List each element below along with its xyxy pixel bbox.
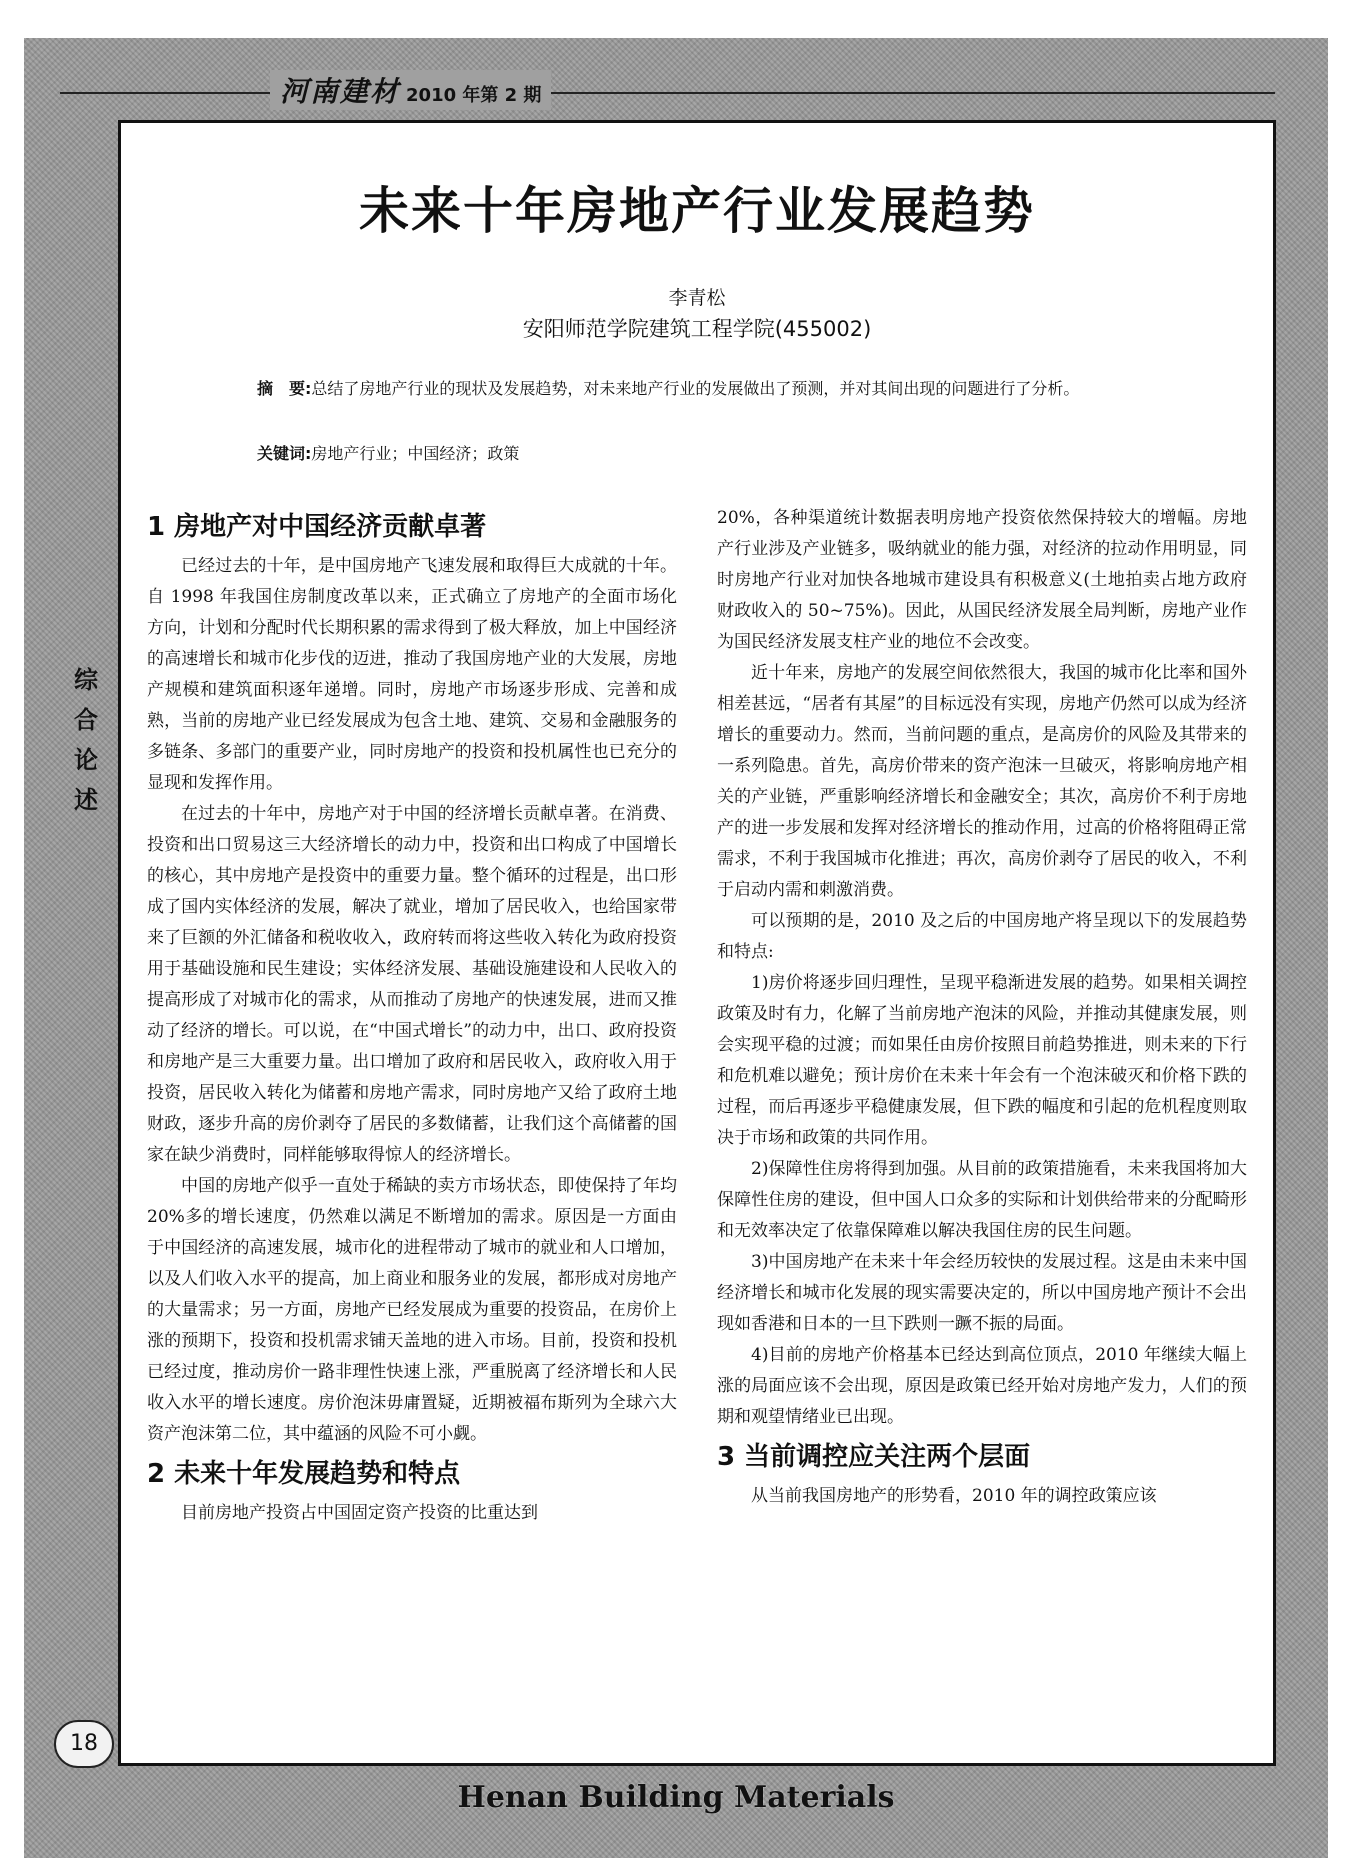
column-right [717, 503, 1247, 1512]
section-1-paragraph-1: 已经过去的十年，是中国房地产飞速发展和取得巨大成就的十年。自 1998 年我国住房制度改革以来，正式确立了房地产的全面市场化方向，计划和分配时代长期积累的需求得到了极大释放，加上中国经济的高速增长和城市化步伐的迈进，推动了我国房地产业的大发展，房地产规模和建筑面积逐年递增。同时，房地产市场逐步形成、完善和成熟，当前的房地产业已经发展成为包含土地、建筑、交易和金融服务的多链条、多部门的重要产业，同时房地产的投资和投机属性也已充分的显现和发挥作用。 [147, 556, 677, 793]
keywords-text: 房地产行业；中国经济；政策 [311, 444, 520, 463]
page-number: 18 [54, 1720, 114, 1768]
article-panel [118, 120, 1276, 1766]
abstract-text: 总结了房地产行业的现状及发展趋势，对未来地产行业的发展做出了预测，并对其间出现的问题进行了分析。 [311, 379, 1080, 398]
section-2-paragraph-2: 近十年来，房地产的发展空间依然很大，我国的城市化比率和国外相差甚远，“居者有其屋”的目标远没有实现，房地产仍然可以成为经济增长的重要动力。然而，当前问题的重点，是高房价的风险及其带来的一系列隐患。首先，高房价带来的资产泡沫一旦破灭，将影响房地产相关的产业链，严重影响经济增长和金融安全；其次，高房价不利于房地产的进一步发展和发挥对经济增长的推动作用，过高的价格将阻碍正常需求，不利于我国城市化推进；再次，高房价剥夺了居民的收入，不利于启动内需和刺激消费。 [717, 663, 1247, 900]
keywords [257, 441, 1137, 464]
section-1-paragraph-3: 中国的房地产似乎一直处于稀缺的卖方市场状态，即使保持了年均 20%多的增长速度，仍然难以满足不断增加的需求。原因是一方面由于中国经济的高速发展，城市化的进程带动了城市的就业和人口增加，以及人们收入水平的提高，加上商业和服务业的发展，都形成对房地产的大量需求；另一方面，房地产已经发展成为重要的投资品，在房价上涨的预期下，投资和投机需求铺天盖地的进入市场。目前，投资和投机已经过度，推动房价一路非理性快速上涨，严重脱离了经济增长和人民收入水平的增长速度。房价泡沫毋庸置疑，近期被福布斯列为全球六大资产泡沫第二位，其中蕴涵的风险不可小觑。 [147, 1176, 677, 1444]
issue-label: 2010 年第 2 期 [406, 85, 542, 106]
section-1-heading: 1 房地产对中国经济贡献卓著 [147, 512, 487, 542]
abstract [257, 373, 1137, 405]
running-header [60, 70, 1275, 108]
section-2-item-1: 1)房价将逐步回归理性，呈现平稳渐进发展的趋势。如果相关调控政策及时有力，化解了当前房地产泡沫的风险，并推动其健康发展，则会实现平稳的过渡；而如果任由房价按照目前趋势推进，则未来的下行和危机难以避免；预计房价在未来十年会有一个泡沫破灭和价格下跌的过程，而后再逐步平稳健康发展，但下跌的幅度和引起的危机程度则取决于市场和政策的共同作用。 [717, 973, 1247, 1148]
article-author: 李青松 [668, 287, 726, 309]
journal-english-name: Henan Building Materials [457, 1780, 895, 1815]
article-affiliation: 安阳师范学院建筑工程学院(455002) [522, 317, 872, 341]
section-2-paragraph-3: 可以预期的是，2010 及之后的中国房地产将呈现以下的发展趋势和特点: [717, 911, 1247, 962]
section-2-item-4: 4)目前的房地产价格基本已经达到高位顶点，2010 年继续大幅上涨的局面应该不会出现，原因是政策已经开始对房地产发力，人们的预期和观望情绪业已出现。 [717, 1345, 1247, 1427]
article-title: 未来十年房地产行业发展趋势 [359, 182, 1035, 240]
journal-name: 河南建材 [280, 75, 401, 108]
section-2-paragraph-1-start: 目前房地产投资占中国固定资产投资的比重达到 [181, 1503, 538, 1523]
keywords-label: 关键词: [257, 444, 312, 463]
section-2-item-3: 3)中国房地产在未来十年会经历较快的发展过程。这是由未来中国经济增长和城市化发展的现实需要决定的，所以中国房地产预计不会出现如香港和日本的一旦下跌则一蹶不振的局面。 [717, 1252, 1247, 1334]
section-1-paragraph-2: 在过去的十年中，房地产对于中国的经济增长贡献卓著。在消费、投资和出口贸易这三大经济增长的动力中，投资和出口构成了中国增长的核心，其中房地产是投资中的重要力量。整个循环的过程是，出口形成了国内实体经济的发展，解决了就业，增加了居民收入，也给国家带来了巨额的外汇储备和税收收入，政府转而将这些收入转化为政府投资用于基础设施和民生建设；实体经济发展、基础设施建设和人民收入的提高形成了对城市化的需求，从而推动了房地产的快速发展，进而又推动了经济的增长。可以说，在“中国式增长”的动力中，出口、政府投资和房地产是三大重要力量。出口增加了政府和居民收入，政府收入用于投资，居民收入转化为储蓄和房地产需求，同时房地产又给了政府土地财政，逐步升高的房价剥夺了居民的多数储蓄，让我们这个高储蓄的国家在缺少消费时，同样能够取得惊人的经济增长。 [147, 804, 677, 1165]
header-text [270, 70, 551, 110]
column-left [147, 503, 677, 1529]
header-rule [60, 92, 1275, 94]
section-2-heading: 2 未来十年发展趋势和特点 [147, 1459, 461, 1489]
side-section-label: 综合论述 [74, 666, 98, 814]
section-2-paragraph-1-cont: 20%，各种渠道统计数据表明房地产投资依然保持较大的增幅。房地产行业涉及产业链多，吸纳就业的能力强，对经济的拉动作用明显，同时房地产行业对加快各地城市建设具有积极意义(土地拍卖占地方政府财政收入的 50~75%)。因此，从国民经济发展全局判断，房地产业作为国民经济发展支柱产业的地位不会改变。 [717, 508, 1247, 652]
section-3-heading: 3 当前调控应关注两个层面 [717, 1442, 1031, 1472]
section-2-item-2: 2)保障性住房将得到加强。从目前的政策措施看，未来我国将加大保障性住房的建设，但中国人口众多的实际和计划供给带来的分配畸形和无效率决定了依靠保障难以解决我国住房的民生问题。 [717, 1159, 1247, 1241]
section-3-paragraph-1-start: 从当前我国房地产的形势看，2010 年的调控政策应该 [751, 1486, 1157, 1506]
abstract-label: 摘 要: [257, 379, 312, 398]
